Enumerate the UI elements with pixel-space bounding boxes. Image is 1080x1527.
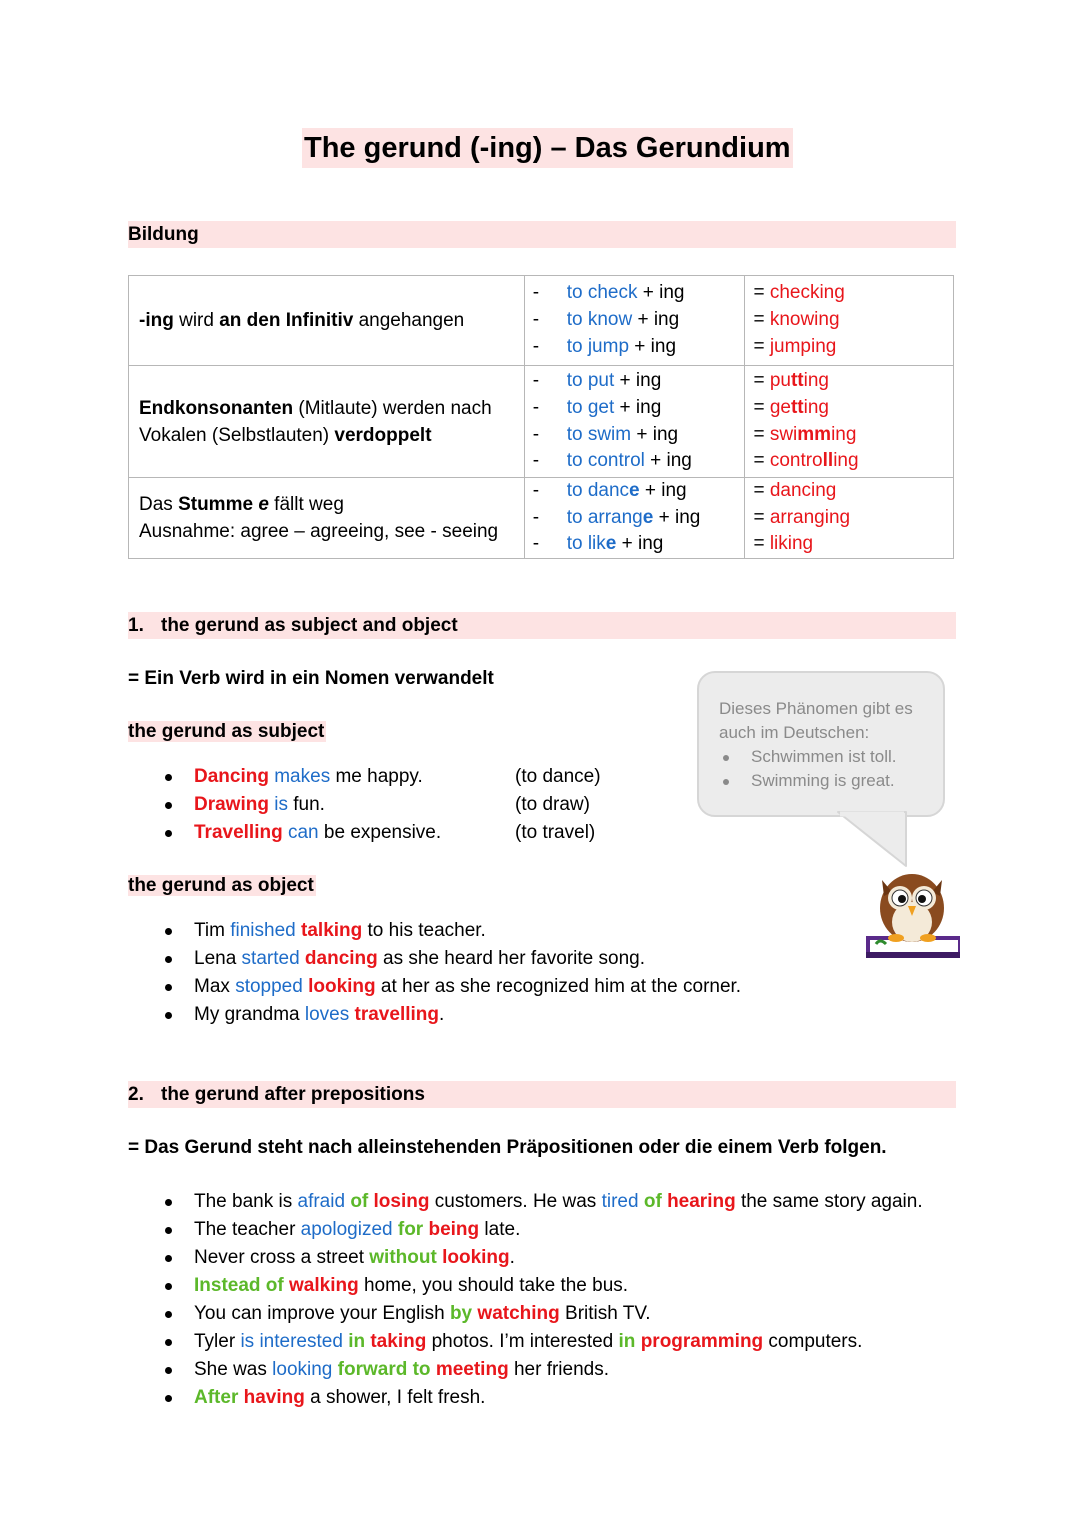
subject-list <box>128 763 688 847</box>
preposition-example <box>128 1244 1028 1272</box>
text-run: to check <box>566 282 638 304</box>
text-run: = <box>753 335 770 357</box>
text-run: = <box>753 282 770 304</box>
text-run: for <box>397 1219 424 1240</box>
text-run: The teacher <box>194 1219 301 1240</box>
text-run: programming <box>640 1331 764 1352</box>
text-run: tt <box>790 370 804 392</box>
text-run: at her as she recognized him at the corner. <box>375 976 742 997</box>
bildung-row <box>129 478 954 559</box>
bildung-row <box>129 276 954 366</box>
text-run: to swim <box>566 423 632 445</box>
dash: - <box>532 335 540 357</box>
bildung-examples <box>524 366 745 478</box>
text-run: = <box>753 370 770 392</box>
text-run: in <box>348 1331 366 1352</box>
bildung-result <box>753 422 943 449</box>
text-run: = <box>753 423 770 445</box>
dash: - <box>532 450 540 472</box>
text-run: ing <box>831 423 857 445</box>
object-example <box>128 1001 888 1029</box>
speech-bubble <box>697 671 945 817</box>
bildung-result <box>753 334 943 361</box>
text-run: = <box>753 506 770 528</box>
text-run: to put <box>566 370 615 392</box>
preposition-example <box>128 1188 1028 1216</box>
infinitive: (to travel) <box>515 822 596 843</box>
bildung-results <box>745 478 954 559</box>
bildung-result <box>753 478 943 505</box>
bildung-example <box>533 505 735 532</box>
text-run: having <box>243 1387 305 1408</box>
subject-example <box>128 819 688 847</box>
text-run: + ing <box>631 423 679 445</box>
bildung-example <box>533 531 735 558</box>
bildung-rule <box>129 478 525 559</box>
section2-definition: = Das Gerund steht nach alleinstehenden Präpositionen oder die einem Verb folgen. <box>128 1137 887 1158</box>
text-run: a shower, I felt fresh. <box>304 1387 486 1408</box>
text-run: e <box>605 533 617 555</box>
text-run: + ing <box>614 370 662 392</box>
dash: - <box>532 506 540 528</box>
text-run: = <box>753 396 770 418</box>
bubble-text <box>719 697 913 793</box>
text-run: photos. I’m interested <box>426 1331 619 1352</box>
bubble-line-1: Dieses Phänomen gibt es <box>719 699 913 718</box>
text-run: her friends. <box>508 1359 610 1380</box>
text-run: as she heard her favorite song. <box>377 948 645 969</box>
text-run: talking <box>301 920 363 941</box>
text-run: late. <box>479 1219 521 1240</box>
text-run: meeting <box>435 1359 509 1380</box>
bubble-line-2: auch im Deutschen: <box>719 723 870 742</box>
text-run: verdoppelt <box>334 424 432 446</box>
text-run: + ing <box>632 309 680 331</box>
bildung-results <box>745 366 954 478</box>
text-run: looking <box>442 1247 510 1268</box>
text-run: Das <box>139 494 179 516</box>
bildung-rule <box>129 366 525 478</box>
text-run: being <box>428 1219 480 1240</box>
section1-heading-text: the gerund as subject and object <box>161 615 458 636</box>
text-run: to lik <box>566 533 606 555</box>
text-run: + ing <box>614 396 662 418</box>
text-run: in <box>618 1331 636 1352</box>
bildung-result <box>753 368 943 395</box>
bildung-result <box>753 280 943 307</box>
subject-example <box>128 763 688 791</box>
page-title: The gerund (-ing) – Das Gerundium <box>302 128 793 168</box>
text-run: watching <box>477 1303 560 1324</box>
text-run: taking <box>370 1331 427 1352</box>
text-run: Endkonsonanten <box>139 397 294 419</box>
section1-definition: = Ein Verb wird in ein Nomen verwandelt <box>128 668 494 689</box>
text-run: e <box>629 480 640 501</box>
bildung-table <box>128 275 954 559</box>
text-run: is interested <box>240 1331 343 1352</box>
text-run: to his teacher. <box>362 920 486 941</box>
text-run: me happy. <box>330 766 423 787</box>
text-run: looking <box>272 1359 333 1380</box>
text-run: Instead of <box>194 1275 284 1296</box>
text-run: = <box>753 450 770 472</box>
text-run: ll <box>822 450 834 472</box>
text-run: . <box>439 1004 445 1025</box>
text-run: liking <box>769 533 814 555</box>
text-run: + ing <box>637 282 685 304</box>
preposition-list <box>128 1188 1028 1412</box>
bildung-rule <box>129 276 525 366</box>
preposition-example <box>128 1216 1028 1244</box>
section2-number: 2. <box>128 1084 144 1105</box>
text-run: fun. <box>287 794 325 815</box>
text-run: to arrang <box>566 506 643 528</box>
text-run: Max <box>194 976 236 997</box>
text-run: checking <box>769 282 845 304</box>
bildung-heading <box>128 221 956 248</box>
object-heading <box>128 873 316 899</box>
text-run: forward to <box>337 1359 431 1380</box>
text-run: + ing <box>629 335 677 357</box>
text-run: wird <box>173 310 220 331</box>
preposition-example <box>128 1300 1028 1328</box>
section2-heading <box>128 1081 956 1108</box>
text-run: without <box>369 1247 437 1268</box>
bildung-example <box>533 307 735 334</box>
text-run: arranging <box>769 506 851 528</box>
text-run: + ing <box>639 480 687 501</box>
text-run: be expensive. <box>318 822 442 843</box>
bubble-item-2: Swimming is great. <box>719 769 913 793</box>
text-run: to control <box>566 450 645 472</box>
text-run: Never cross a street <box>194 1247 370 1268</box>
text-run: You can improve your English <box>194 1303 450 1324</box>
text-run: Tyler <box>194 1331 241 1352</box>
text-run: e <box>258 494 269 516</box>
text-run: mm <box>797 423 832 445</box>
dash: - <box>532 533 540 555</box>
object-list <box>128 917 888 1029</box>
text-run: to get <box>566 396 615 418</box>
bildung-result <box>753 395 943 422</box>
section1-number: 1. <box>128 615 144 636</box>
text-run: is <box>268 794 288 815</box>
text-run: computers. <box>763 1331 863 1352</box>
object-example <box>128 917 888 945</box>
text-run: The bank is <box>194 1191 298 1212</box>
preposition-example <box>128 1384 1028 1412</box>
text-run: + ing <box>653 506 701 528</box>
bildung-example <box>533 448 735 475</box>
text-run: After <box>194 1387 239 1408</box>
bildung-result <box>753 505 943 532</box>
bildung-results <box>745 276 954 366</box>
text-run: Tim <box>194 920 231 941</box>
preposition-example <box>128 1272 1028 1300</box>
bildung-example <box>533 280 735 307</box>
text-run: stopped <box>235 976 303 997</box>
text-run: customers. He was <box>429 1191 602 1212</box>
text-run: tt <box>790 396 804 418</box>
subject-heading-text: the gerund as subject <box>128 721 325 742</box>
text-run: + ing <box>644 450 692 472</box>
bildung-result <box>753 531 943 558</box>
text-run: British TV. <box>559 1303 651 1324</box>
text-run: to jump <box>566 335 630 357</box>
dash: - <box>532 423 540 445</box>
text-run: tired <box>601 1191 639 1212</box>
text-run: Lena <box>194 948 242 969</box>
text-run: travelling <box>354 1004 439 1025</box>
text-run: loves <box>304 1004 350 1025</box>
text-run: the same story again. <box>735 1191 923 1212</box>
text-run: of <box>350 1191 369 1212</box>
text-run: swi <box>769 423 798 445</box>
text-run: knowing <box>769 309 840 331</box>
text-run: ge <box>769 396 791 418</box>
infinitive: (to draw) <box>515 794 590 815</box>
bildung-example <box>533 334 735 361</box>
text-run: started <box>241 948 300 969</box>
text-run: She was <box>194 1359 273 1380</box>
bildung-examples <box>524 276 745 366</box>
text-run: can <box>282 822 319 843</box>
text-run: ing <box>833 450 859 472</box>
text-run: Drawing <box>194 794 269 815</box>
preposition-example <box>128 1328 1028 1356</box>
text-run: = <box>753 533 770 555</box>
text-run: pu <box>769 370 791 392</box>
bildung-example <box>533 478 735 505</box>
subject-example <box>128 791 688 819</box>
text-run: home, you should take the bus. <box>358 1275 629 1296</box>
infinitive: (to dance) <box>515 766 601 787</box>
text-run: Travelling <box>194 822 283 843</box>
bildung-row <box>129 366 954 478</box>
text-run: fällt weg <box>268 494 344 516</box>
text-run: dancing <box>769 480 837 501</box>
object-heading-text: the gerund as object <box>128 875 314 896</box>
text-run: e <box>642 506 654 528</box>
preposition-example <box>128 1356 1028 1384</box>
bildung-result <box>753 448 943 475</box>
dash: - <box>532 396 540 418</box>
text-run: afraid <box>297 1191 346 1212</box>
text-run: angehangen <box>353 310 465 331</box>
dash: - <box>532 370 540 392</box>
text-run: Ausnahme: agree – agreeing, see - seeing <box>139 521 499 543</box>
dash: - <box>532 309 540 331</box>
text-run: . <box>509 1247 515 1268</box>
bildung-heading-text: Bildung <box>128 224 199 245</box>
bildung-result <box>753 307 943 334</box>
text-run: -ing <box>139 310 174 331</box>
text-run: finished <box>230 920 296 941</box>
text-run: My grandma <box>194 1004 305 1025</box>
text-run: losing <box>373 1191 430 1212</box>
text-run: Stumme <box>178 494 259 516</box>
text-run: walking <box>289 1275 359 1296</box>
dash: - <box>532 282 540 304</box>
text-run: jumping <box>769 335 837 357</box>
bubble-item-1: Schwimmen ist toll. <box>719 745 913 769</box>
text-run: = <box>753 480 770 501</box>
bildung-examples <box>524 478 745 559</box>
subject-heading <box>128 719 326 745</box>
text-run: to danc <box>566 480 630 501</box>
text-run: to know <box>566 309 633 331</box>
owl-on-book-icon <box>862 862 966 962</box>
text-run: ing <box>803 396 829 418</box>
text-run: contro <box>769 450 823 472</box>
text-run: makes <box>268 766 331 787</box>
object-example <box>128 973 888 1001</box>
text-run: looking <box>308 976 376 997</box>
text-run: (Mitlaute) werden nach Vokalen (Selbstlauten) <box>139 397 492 446</box>
bildung-example <box>533 422 735 449</box>
bildung-example <box>533 368 735 395</box>
bildung-example <box>533 395 735 422</box>
text-run: Dancing <box>194 766 269 787</box>
text-run: dancing <box>304 948 378 969</box>
text-run: ing <box>803 370 829 392</box>
dash: - <box>532 480 540 501</box>
text-run: = <box>753 309 770 331</box>
text-run: an den Infinitiv <box>219 310 354 331</box>
object-example <box>128 945 888 973</box>
text-run: apologized <box>300 1219 393 1240</box>
section2-heading-text: the gerund after prepositions <box>161 1084 425 1105</box>
text-run: hearing <box>667 1191 736 1212</box>
text-run: of <box>643 1191 662 1212</box>
text-run: by <box>449 1303 473 1324</box>
text-run: + ing <box>616 533 664 555</box>
section1-heading <box>128 612 956 639</box>
